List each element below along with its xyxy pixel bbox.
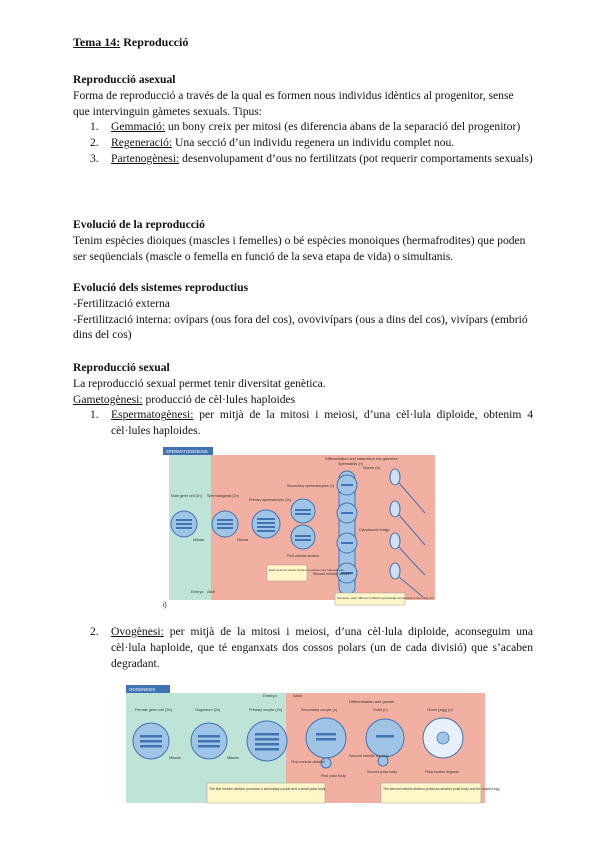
label-first-meiotic: First meiotic division (291, 760, 326, 764)
gametogenesi-term: Gametogènesi: (73, 392, 143, 406)
label-mitosis-2: Mitosis (237, 538, 249, 542)
label-sperm: Sperm (n) (363, 466, 380, 470)
note-2: The second meiotic division produces another polar body and the haploid egg (383, 787, 500, 791)
adult-region (211, 455, 435, 600)
item-term: Ovogènesi: (111, 625, 164, 638)
label-degrade: Polar bodies degrade (425, 770, 460, 774)
ovum-cell (423, 718, 463, 758)
label-mitosis-1: Mitosis (193, 538, 205, 542)
label-spermatogonia: Spermatogonia (2n) (207, 494, 239, 498)
gametogenesi-line (73, 392, 533, 408)
note-2: Gametes, each different sufficient genetically all identical to the initial cell (337, 596, 434, 600)
section-sexual (73, 360, 533, 439)
item-number: 2. (90, 625, 99, 638)
label-polar-2: Second polar body (367, 770, 397, 774)
sistemes-line2: -Fertilització interna: ovípars (ous fora del cos), ovovivípars (ous a dins del cos), vivípars (embrió dins del cos) (73, 312, 528, 342)
spermatid-column (337, 471, 357, 595)
oogenesis-figure (121, 683, 500, 807)
item-text: desenvolupament d’ous no fertilitzats (pot requerir comportaments sexuals) (179, 151, 533, 165)
oogonium-cell (191, 723, 227, 759)
item-term: Espermatogènesi: (111, 408, 194, 422)
label-differentiation: Differentiation and growth (349, 699, 395, 704)
label-primary: Primary oocyte (2n) (249, 708, 283, 712)
item-number: 2. (90, 136, 99, 150)
section-asexual (73, 72, 533, 167)
spermatogonium-cell (212, 511, 238, 537)
label-primary: Primary spermatocyte (2n) (249, 498, 292, 502)
note-1: The first meiotic division produces a secondary oocyte and a small polar body (209, 787, 326, 791)
heading-asexual: Reproducció asexual (73, 73, 176, 86)
gametogenesi-text: producció de cèl·lules haploides (142, 392, 296, 406)
list-item (73, 135, 533, 151)
figure-header: SPERMATOGENESIS (166, 449, 208, 454)
asexual-intro: Forma de reproducció a través de la qual es formen nous individus idèntics al progenitor, sense que intervinguin gàmetes sexuals. Tipus: (73, 88, 514, 118)
sexual-intro: La reproducció sexual permet tenir diversitat genètica. (73, 376, 326, 390)
label-germ-cell: Male germ cell (2n) (171, 494, 202, 498)
heading-sistemes: Evolució dels sistemes reproductius (73, 281, 249, 294)
list-item (73, 407, 533, 439)
label-spermatids: Spermatids (n) (338, 462, 363, 466)
label-mitosis-2: Mitosis (227, 756, 239, 760)
heading-sexual: Reproducció sexual (73, 361, 170, 374)
label-differentiation: Differentiation and maturation into gametes (325, 457, 398, 461)
label-polar-1: First polar body (321, 774, 346, 778)
note-box-1 (207, 783, 325, 803)
label-ootid: Ootid (n) (373, 708, 388, 712)
item-number: 3. (90, 151, 99, 165)
list-item (73, 151, 533, 167)
item-text: per mitjà de la mitosi i meiosi, d’una cèl·lula diploide, aconseguim una cèl·lula haploide, que té enganxats dos cossos polars (un de cada divisió) que s’acaben degradant. (111, 625, 533, 670)
label-bridge: Cytoplasmic bridge (359, 528, 390, 532)
list-item (73, 119, 533, 135)
title-rest: Reproducció (120, 35, 189, 49)
list-item (73, 624, 533, 671)
asexual-list (73, 119, 533, 166)
note-1: Each second meiotic division produces two haploid cells (269, 568, 344, 572)
sexual-list (73, 407, 533, 439)
item-text: un bony creix per mitosi (es diferencia abans de la separació del progenitor) (165, 120, 521, 134)
heading-evolucio: Evolució de la reproducció (73, 218, 205, 231)
evolucio-text: Tenim espècies dioiques (mascles i femelles) o bé espècies monoiques (hermafrodites) que poden ser seqüencials (mascle o femella en funció de la seva etapa de vida) o simultanis. (73, 233, 526, 263)
label-germ-cell: Female germ cell (2n) (135, 708, 172, 712)
item-text: Una secció d’un individu regenera un individu complet nou. (172, 136, 455, 150)
section-sistemes (73, 280, 533, 343)
label-secondary: Secondary oocyte (n) (301, 708, 338, 712)
figure-header: OOGENESIS (129, 687, 156, 692)
item-term: Regeneració: (111, 136, 173, 150)
spermatogenesis-figure (163, 447, 435, 609)
item-number: 1. (90, 408, 99, 422)
germ-cell (171, 511, 197, 537)
label-second-meiotic: Second meiotic division (349, 754, 389, 758)
page-title (73, 35, 188, 51)
sistemes-line1: -Fertilització externa (73, 296, 170, 310)
label-embryo: Embryo (191, 590, 204, 594)
item-term: Partenogènesi: (111, 151, 180, 165)
label-first-meiotic: First meiotic division (287, 554, 320, 558)
note-box-2 (381, 783, 481, 803)
title-prefix: Tema 14: (73, 35, 121, 49)
label-adult: Adult (293, 693, 303, 698)
item-term: Gemmació: (111, 120, 166, 134)
section-evolucio (73, 217, 533, 264)
label-adult: Adult (207, 590, 216, 594)
primary-oocyte-cell (247, 721, 287, 761)
label-oogonium: Oogonium (2n) (195, 708, 221, 712)
primary-spermatocyte-cell (252, 510, 280, 538)
female-germ-cell (133, 723, 169, 759)
ovogenesi-item (73, 624, 533, 671)
item-number: 1. (90, 120, 99, 134)
label-second-meiotic: Second meiotic division (313, 572, 351, 576)
label-secondary: Secondary spermatocytes (n) (287, 484, 334, 488)
label-mitosis-1: Mitosis (169, 756, 181, 760)
figure-caption: i) (163, 602, 167, 609)
item-text: per mitjà de la mitosi i meiosi, d’una cèl·lula diploide, obtenim 4 cèl·lules haploides. (111, 408, 533, 438)
label-ovum: Ovum (egg) (n) (427, 708, 453, 712)
label-embryo: Embryo (263, 693, 277, 698)
